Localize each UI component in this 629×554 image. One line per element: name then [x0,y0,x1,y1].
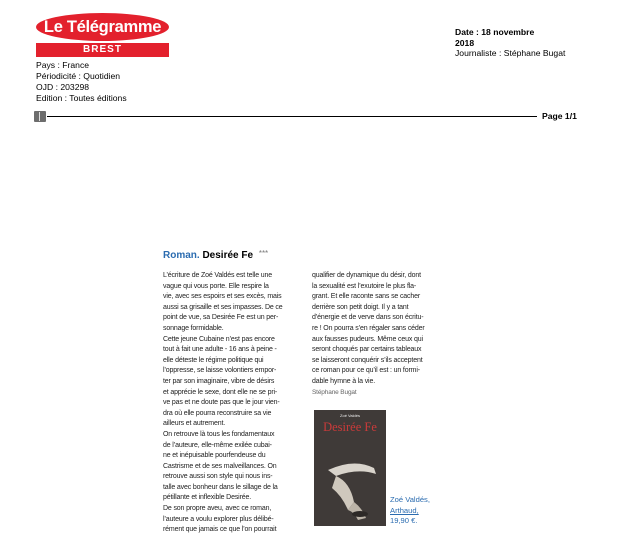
article-line: Cette jeune Cubaine n’est pas encore [163,335,275,343]
caption-price: 19,90 €. [390,516,418,525]
article-line: De son propre aveu, avec ce roman, [163,505,272,513]
article-line: ailleurs et autrement. [163,420,226,428]
meta-periodicity: Périodicité : Quotidien [36,71,121,81]
article-line: talle avec bonheur dans le sillage de la [163,483,278,491]
article-heading [163,249,268,261]
meta-country: Pays : France [36,60,90,70]
book-cover-author: Zoé Valdés [340,413,360,418]
article-line: L’écriture de Zoé Valdés est telle une [163,272,272,279]
meta-edition: Edition : Toutes éditions [36,93,127,103]
article-line: ce roman pour ce qu’il est : un formi- [312,367,420,375]
article-line: dable hymne à la vie. [312,377,376,385]
article-line: grant. Et elle raconte sans se cacher [312,293,421,301]
article-column-1 [163,271,310,536]
logo-title: Le Télégramme [36,13,169,41]
caption-author: Zoé Valdés, [390,495,430,504]
book-caption [390,495,430,527]
article-title: Desirée Fe [202,250,254,261]
article-line: la sexualité est l’exutoire le plus fla- [312,282,417,290]
journalist-line: Journaliste : Stéphane Bugat [455,48,566,58]
page-number: Page 1/1 [542,111,577,121]
article-kicker: Roman. [163,250,200,261]
article-line: l’oppresse, se laisse volontiers empor- [163,367,277,375]
article-line: re ! On pourra s’en régaler sans céder [312,324,425,332]
article-line: derrière son petit doigt. Il y a tant [312,303,409,311]
article-column-2 [312,271,459,398]
article-line: et apprécie le sexe, dont elle ne se pri- [163,388,278,396]
article-signature: Stéphane Bugat [312,388,357,396]
book-cover-image [314,410,386,526]
article-line: ne et inépuisable pourfendeuse du [163,452,266,460]
article-line: d’énergie et de verve dans son écritu- [312,314,424,322]
article-line: vie, avec ses espoirs et ses excès, mais [163,293,282,301]
article-line: aux fausses pudeurs. Même ceux qui [312,335,423,343]
article-line: se laisseront conquérir s’ils acceptent [312,356,423,364]
article-line: seront choqués par certains tableaux [312,346,422,354]
article-line: tout à fait une adulte - 16 ans à peine - [163,346,277,354]
article-line: sonnage formidable. [163,324,224,332]
article-line: de l’auteure, elle-même exilée cubai- [163,441,272,449]
article-line: dra où elle pourra reconstruire sa vie [163,409,272,417]
book-icon [34,111,46,122]
date-block [455,27,565,59]
book-cover-title: Desirée Fe [323,420,377,434]
meta-ojd: OJD : 203298 [36,82,90,92]
article-line: point de vue, sa Desirée Fe est un per- [163,314,279,322]
article-line: elle déteste le régime politique qui [163,356,264,364]
article-line: ve pas et ne doute pas que le jour vien- [163,399,280,407]
article-line: rément que jamais ce que l’on pourrait [163,526,277,534]
publication-meta [36,60,127,104]
rating-stars: *** [258,249,269,258]
article-column-2-text [312,271,459,388]
article-line: qualifier de dynamique du désir, dont [312,272,421,279]
logo-edition-bar: BREST [36,43,169,57]
date-year: 2018 [455,37,475,48]
date-line: Date : 18 novembre [455,27,535,37]
caption-publisher: Arthaud, [390,505,419,515]
article-line: On retrouve là tous les fondamentaux [163,430,275,438]
article-line: aussi sa grisaille et ses impasses. De ce [163,303,283,311]
header-divider [47,116,537,117]
article-line: vague qui vous porte. Elle respire la [163,282,269,290]
article-line: ter par son imaginaire, vibre de désirs [163,377,275,385]
article-line: pétillante et inflexible Desirée. [163,494,252,502]
newspaper-logo [36,13,169,57]
article-line: retrouve aussi son style qui nous ins- [163,473,273,481]
article-line: Castrisme et de ses malveillances. On [163,462,277,470]
article-line: l’auteure a voulu explorer plus délibé- [163,515,274,523]
